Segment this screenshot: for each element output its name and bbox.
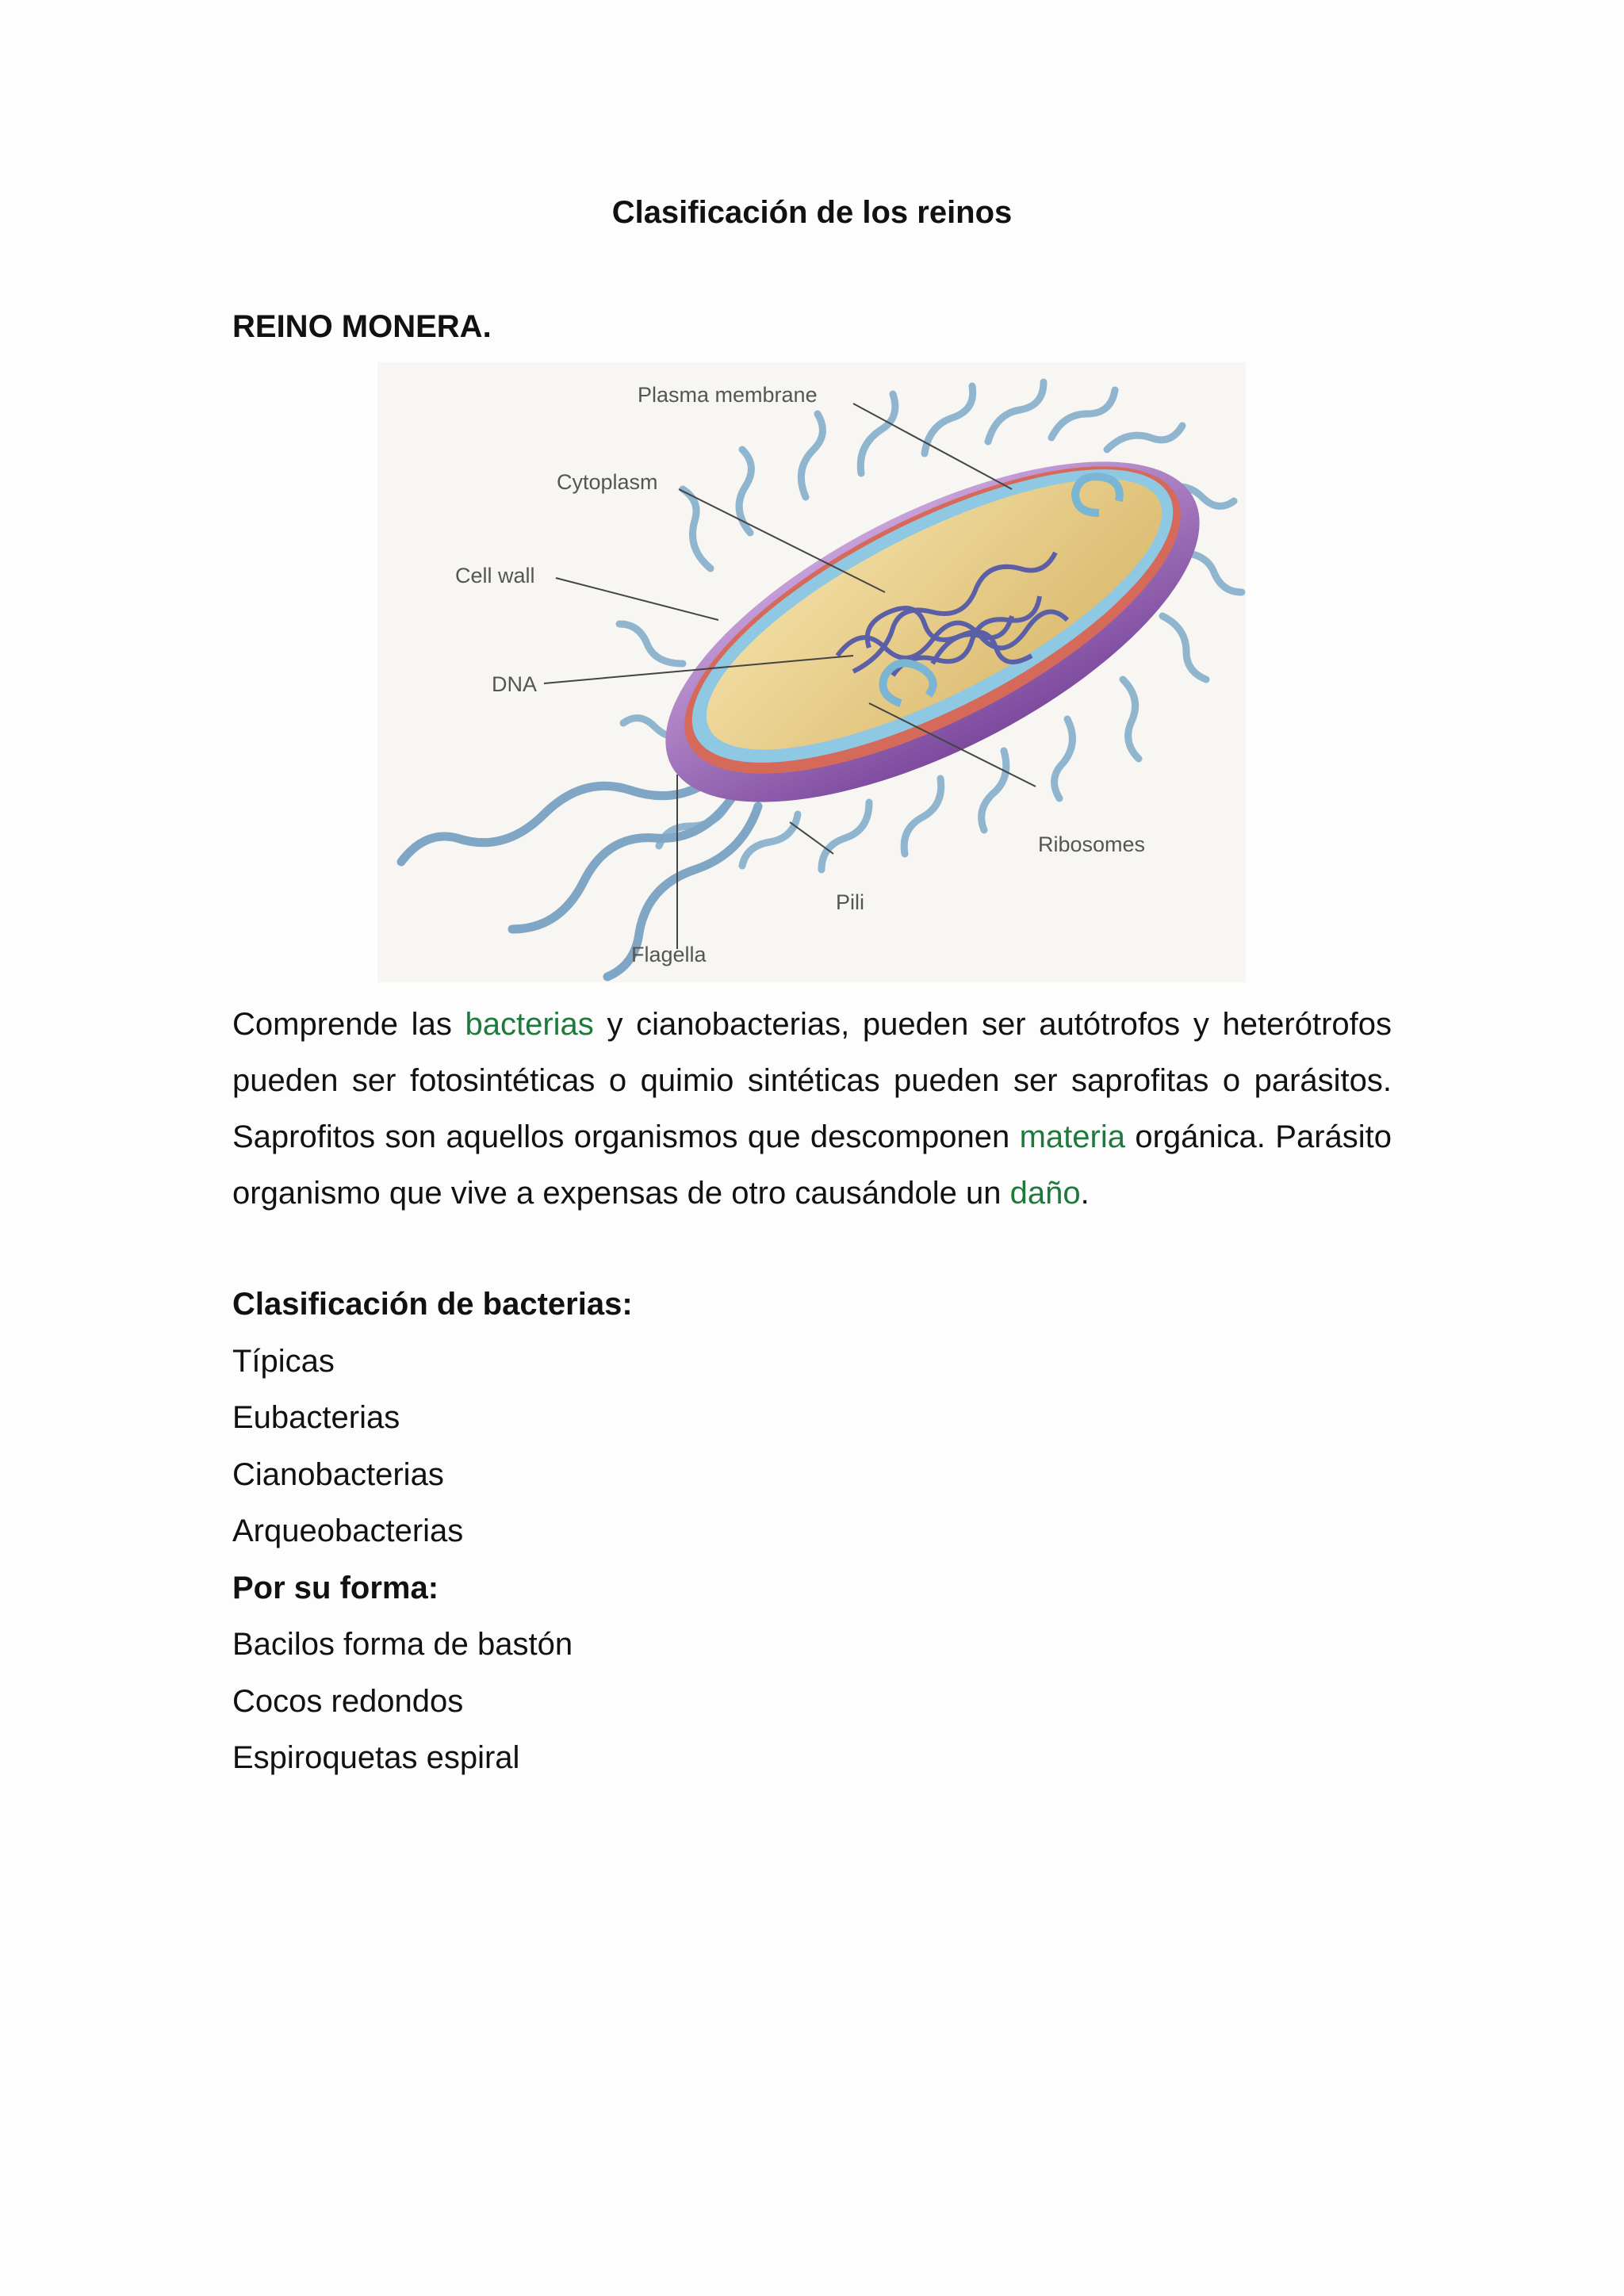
link-dano[interactable]: daño — [1009, 1176, 1081, 1211]
classification-list — [232, 1276, 633, 1787]
classification-heading: Clasificación de bacterias: — [232, 1287, 633, 1322]
shape-heading: Por su forma: — [232, 1570, 439, 1605]
paragraph-text-1: Comprende las — [232, 1007, 465, 1042]
label-dna: DNA — [492, 672, 538, 696]
bacterial-cell-illustration — [377, 362, 1246, 982]
paragraph-text-3: orgánica. Parásito organismo que vive a expensas de otro causándole un — [232, 1119, 1392, 1211]
label-ribosomes: Ribosomes — [1038, 832, 1146, 856]
label-flagella: Flagella — [631, 943, 707, 966]
list-item: Bacilos forma de bastón — [232, 1627, 573, 1662]
link-bacterias[interactable]: bacterias — [465, 1007, 594, 1042]
section-heading-reino-monera: REINO MONERA. — [232, 309, 492, 344]
list-item: Espiroquetas espiral — [232, 1740, 520, 1775]
list-item: Típicas — [232, 1343, 335, 1379]
bacterial-cell-diagram — [377, 362, 1246, 982]
link-materia[interactable]: materia — [1019, 1119, 1125, 1154]
label-cell-wall: Cell wall — [455, 564, 535, 587]
list-item: Eubacterias — [232, 1400, 400, 1435]
label-pili: Pili — [836, 890, 865, 914]
paragraph-text-4: . — [1080, 1176, 1090, 1211]
description-paragraph — [232, 997, 1392, 1222]
list-item: Cocos redondos — [232, 1683, 464, 1719]
label-plasma-membrane: Plasma membrane — [638, 383, 818, 407]
label-cytoplasm: Cytoplasm — [557, 470, 658, 494]
list-item: Cianobacterias — [232, 1456, 444, 1492]
paragraph-text-2: y cianobacterias, pueden ser autótrofos y heterótrofos pueden ser fotosintéticas o quimio sintéticas pueden ser saprofitas o parásitos. Saprofitos son aquellos organismos que descomponen — [232, 1007, 1392, 1154]
list-item: Arqueobacterias — [232, 1513, 464, 1548]
page-title: Clasificación de los reinos — [611, 195, 1013, 230]
